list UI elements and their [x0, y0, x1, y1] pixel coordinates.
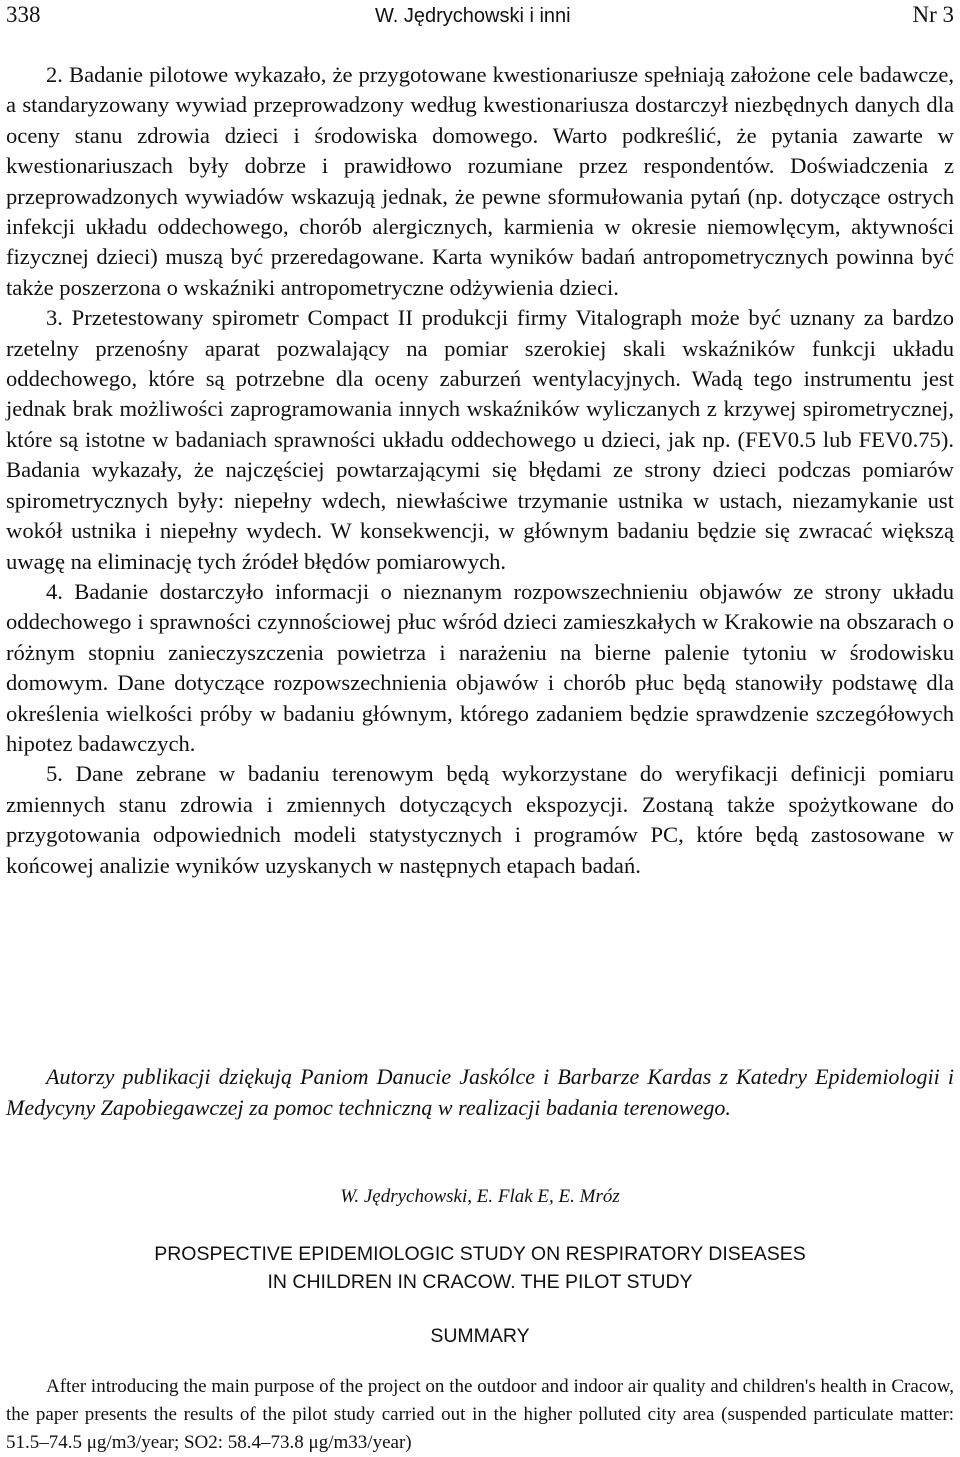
body-text — [6, 60, 954, 881]
english-title-line-1: PROSPECTIVE EPIDEMIOLOGIC STUDY ON RESPIRATORY DISEASES — [154, 1243, 806, 1265]
paragraph-5: 5. Dane zebrane w badaniu terenowym będą wykorzystane do weryfikacji definicji pomiaru zmiennych stanu zdrowia i zmiennych dotyczących ekspozycji. Zostaną także spożytkowane do przygotowania odpowiednich modeli statystycznych i programów PC, które będą zastosowane w końcowej analizie wyników uzyskanych w następnych etapach badań. — [6, 761, 954, 878]
issue-number: Nr 3 — [912, 2, 954, 27]
english-title-line-2: IN CHILDREN IN CRACOW. THE PILOT STUDY — [267, 1271, 693, 1293]
summary-heading: SUMMARY — [430, 1325, 530, 1347]
running-title: W. Jędrychowski i inni — [375, 5, 571, 27]
english-title — [0, 1240, 960, 1296]
english-authors: W. Jędrychowski, E. Flak E, E. Mróz — [340, 1186, 620, 1207]
paragraph-2: 2. Badanie pilotowe wykazało, że przygotowane kwestionariusze spełniają założone cele badawcze, a standaryzowany wywiad przeprowadzony według kwestionariusza dostarczył niezbędnych danych dla oceny stanu zdrowia dzieci i środowiska domowego. Warto podkreślić, że pytania zawarte w kwestionariuszach były dobrze i prawidłowo rozumiane przez respondentów. Doświadczenia z przeprowadzonych wywiadów wskazują jednak, że pewne sformułowania pytań (np. dotyczące ostrych infekcji układu oddechowego, chorób alergicznych, karmienia w okresie niemowlęcym, aktywności fizycznej dzieci) muszą być przeredagowane. Karta wyników badań antropometrycznych powinna być także poszerzona o wskaźniki antropometryczne odżywienia dzieci. — [6, 62, 954, 300]
paragraph-3: 3. Przetestowany spirometr Compact II produkcji firmy Vitalograph może być uznany za bardzo rzetelny przenośny aparat pozwalający na pomiar szerokiej skali wskaźników funkcji układu oddechowego, które są potrzebne dla oceny zaburzeń wentylacyjnych. Wadą tego instrumentu jest jednak brak możliwości zaprogramowania innych wskaźników wyliczanych z krzywej spirometrycznej, które są istotne w badaniach sprawności układu oddechowego u dzieci, jak np. (FEV0.5 lub FEV0.75). Badania wykazały, że najczęściej powtarzającymi się błędami ze strony dzieci podczas pomiarów spirometrycznych były: niepełny wdech, niewłaściwe trzymanie ustnika w ustach, niezamykanie ust wokół ustnika i niepełny wydech. W konsekwencji, w głównym badaniu będzie się zwracać większą uwagę na eliminację tych źródeł błędów pomiarowych. — [6, 305, 954, 574]
acknowledgement: Autorzy publikacji dziękują Paniom Danucie Jaskólce i Barbarze Kardas z Katedry Epidemiologii i Medycyny Zapobiegawczej za pomoc techniczną w realizacji badania terenowego. — [6, 1064, 954, 1120]
summary-text: After introducing the main purpose of the project on the outdoor and indoor air quality and children's health in Cracow, the paper presents the results of the pilot study carried out in the higher polluted city area (suspended particulate matter: 51.5–74.5 μg/m3/year; SO2: 58.4–73.8 μg/m33/year) — [6, 1376, 954, 1453]
paragraph-4: 4. Badanie dostarczyło informacji o nieznanym rozpowszechnieniu objawów ze strony układu oddechowego i sprawności czynnościowej płuc wśród dzieci zamieszkałych w Krakowie na obszarach o różnym stopniu zanieczyszczenia powietrza i narażeniu na bierne palenie tytoniu w środowisku domowym. Dane dotyczące rozpowszechnienia objawów i chorób płuc będą stanowiły podstawę dla określenia wielkości próby w badaniu głównym, którego zadaniem będzie sprawdzenie szczegółowych hipotez badawczych. — [6, 578, 954, 756]
page-number: 338 — [6, 2, 41, 27]
